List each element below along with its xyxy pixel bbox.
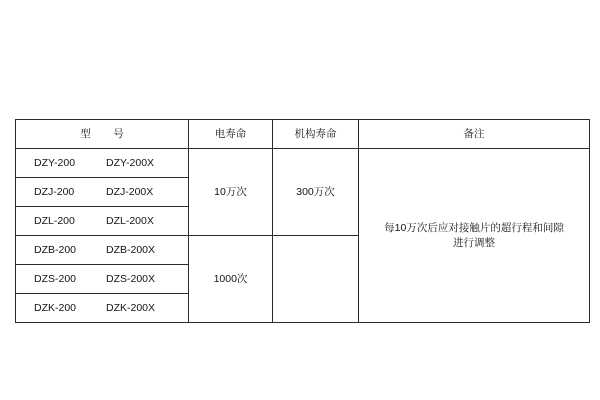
column-header-electrical-life: 电寿命 [189,120,273,149]
column-header-mechanical-life: 机构寿命 [273,120,359,149]
remark-line-2: 进行调整 [453,236,495,249]
model-cell [16,149,189,178]
electrical-life-value-bottom: 1000次 [189,236,273,323]
electrical-life-value-top: 10万次 [189,149,273,236]
model-cell [16,236,189,265]
remark-cell [359,149,590,323]
model-code-variant: DZJ-200X [106,185,154,198]
remark-line-1: 每10万次后应对接触片的超行程和间隙 [384,222,564,235]
model-code-primary: DZJ-200 [34,185,75,198]
mechanical-life-value: 300万次 [273,149,359,236]
model-code-primary: DZB-200 [34,243,77,256]
column-header-remark: 备注 [359,120,590,149]
column-header-model: 型 号 [16,120,189,149]
model-code-variant: DZB-200X [106,243,156,256]
model-cell [16,178,189,207]
model-code-primary: DZY-200 [34,156,76,169]
model-code-variant: DZS-200X [106,272,156,285]
model-cell [16,207,189,236]
model-code-variant: DZL-200X [106,214,154,227]
model-cell [16,265,189,294]
table-body [16,149,590,323]
table-row [16,149,590,178]
specification-table [15,119,590,323]
mechanical-life-empty [273,236,359,323]
model-code-primary: DZS-200 [34,272,77,285]
model-code-variant: DZY-200X [106,156,155,169]
model-code-primary: DZL-200 [34,214,75,227]
model-cell [16,294,189,323]
table-header-row [16,120,590,149]
table-header [16,120,590,149]
model-code-primary: DZK-200 [34,301,77,314]
model-code-variant: DZK-200X [106,301,156,314]
